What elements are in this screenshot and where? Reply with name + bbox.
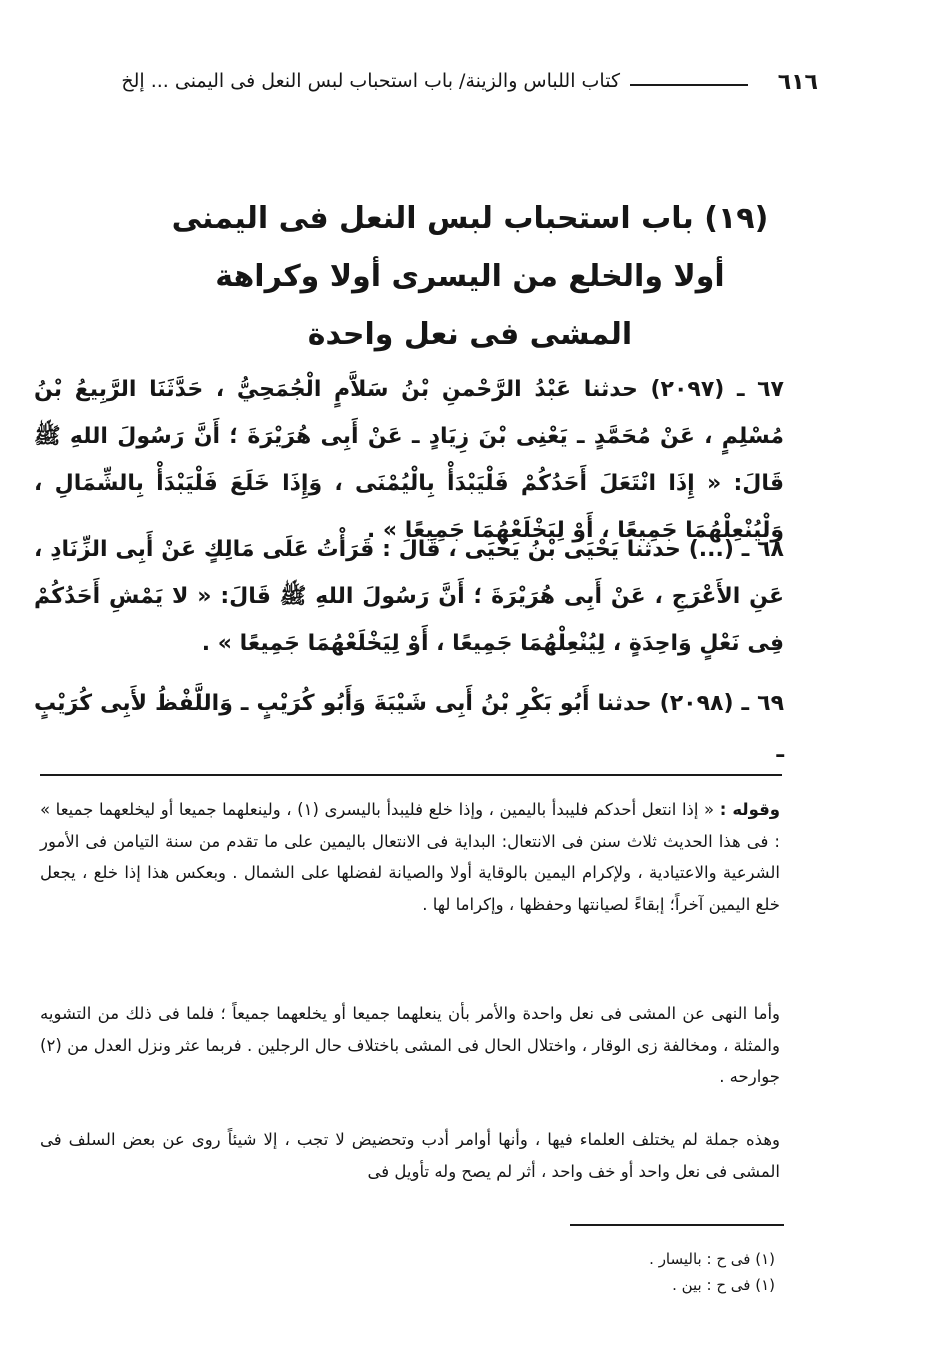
header-rule [630, 84, 748, 86]
commentary-paragraph [40, 1124, 780, 1187]
chapter-title [150, 190, 790, 364]
commentary-divider [40, 774, 782, 776]
commentary-text: « إذا انتعل أحدكم فليبدأ باليمين ، وإذا خلع فليبدأ باليسرى (١) ، ولينعلهما جميعا أو ليخلعهما جميعا » : فى هذا الحديث ثلاث سنن فى الانتعال: البداية فى الانتعال باليمين على ما تقدم من سنة التيامن فى الأمور الشرعية والاعتيادية ، ولإكرام اليمين بالوقاية أولا والصيانة لفضلها على الشمال . وبعكس هذا إذا خلع ، يجعل خلع اليمين آخراً؛ إبقاءً لصيانتها وحفظها ، وإكراما لها . [40, 800, 780, 914]
hadith-number: ٦٩ ـ (٢٠٩٨) [659, 691, 784, 716]
commentary-lead: وقوله : [719, 800, 781, 819]
commentary-text: وأما النهى عن المشى فى نعل واحدة والأمر بأن ينعلهما جميعا أو يخلعهما جميعاً ؛ فلما فى ذلك من التشويه والمثلة ، ومخالفة زى الوقار ، واختلال الحال فى المشى باختلاف حال الرجلين . فربما عثر ونزل العدل من (٢) جوارحه . [40, 1004, 780, 1086]
page-number: ٦١٦ [777, 70, 818, 95]
hadith-text: حدثنا يَحْيَى بْنُ يَحْيَى ، قَالَ : قَرَأْتُ عَلَى مَالِكٍ عَنْ أَبِى الزِّنَادِ ، عَنِ الأَعْرَجِ ، عَنْ أَبِى هُرَيْرَةَ ؛ أَنَّ رَسُولَ اللهِ ﷺ قَالَ: « لا يَمْشِ أَحَدُكُمْ فِى نَعْلٍ وَاحِدَةٍ ، لِيُنْعِلْهُمَا جَمِيعًا ، أَوْ لِيَخْلَعْهُمَا جَمِيعًا » . [34, 537, 784, 656]
chapter-title-line-3: المشى فى نعل واحدة [307, 317, 633, 352]
footnote: (١) فى ح : باليسار . [649, 1250, 775, 1268]
hadith-paragraph [34, 526, 784, 667]
footnotes [475, 1246, 775, 1298]
hadith-text: حدثنا أَبُو بَكْرِ بْنُ أَبِى شَيْبَةَ وَأَبُو كُرَيْبٍ ـ وَاللَّفْظُ لأَبِى كُرَيْبٍ ـ [34, 691, 784, 763]
chapter-title-line-2: أولا والخلع من اليسرى أولا وكراهة [215, 259, 725, 294]
commentary-paragraph [40, 998, 780, 1093]
running-header [40, 66, 818, 106]
footnote: (١) فى ح : بين . [672, 1276, 775, 1294]
running-title: كتاب اللباس والزينة/ باب استحباب لبس النعل فى اليمنى ... إلخ [121, 70, 620, 92]
commentary-paragraph [40, 794, 780, 920]
hadith-number: ٦٧ ـ (٢٠٩٧) [650, 377, 784, 402]
commentary-text: وهذه جملة لم يختلف العلماء فيها ، وأنها أوامر أدب وتحضيض لا تجب ، إلا شيئاً روى عن بعض السلف فى المشى فى نعل واحد أو خف واحد ، أثر لم يصح وله تأويل فى [40, 1130, 780, 1181]
hadith-number: ٦٨ ـ (...) [688, 537, 784, 562]
hadith-text: حدثنا عَبْدُ الرَّحْمنِ بْنُ سَلاَّمٍ الْجُمَحِيُّ ، حَدَّثَنَا الرَّبِيعُ بْنُ مُسْلِمٍ ، عَنْ مُحَمَّدٍ ـ يَعْنِى بْنَ زِيَادٍ ـ عَنْ أَبِى هُرَيْرَةَ ؛ أَنَّ رَسُولَ اللهِ ﷺ قَالَ: « إِذَا انْتَعَلَ أَحَدُكُمْ فَلْيَبْدَأْ بِالْيُمْنَى ، وَإِذَا خَلَعَ فَلْيَبْدَأْ بِالشِّمَالِ ، وَلْيُنْعِلْهُمَا جَمِيعًا ، أَوْ لِيَخْلَعْهُمَا جَمِيعًا » . [34, 377, 784, 543]
chapter-title-line-1: (١٩) باب استحباب لبس النعل فى اليمنى [171, 201, 769, 236]
footnote-divider [570, 1224, 784, 1226]
hadith-paragraph [34, 680, 784, 774]
